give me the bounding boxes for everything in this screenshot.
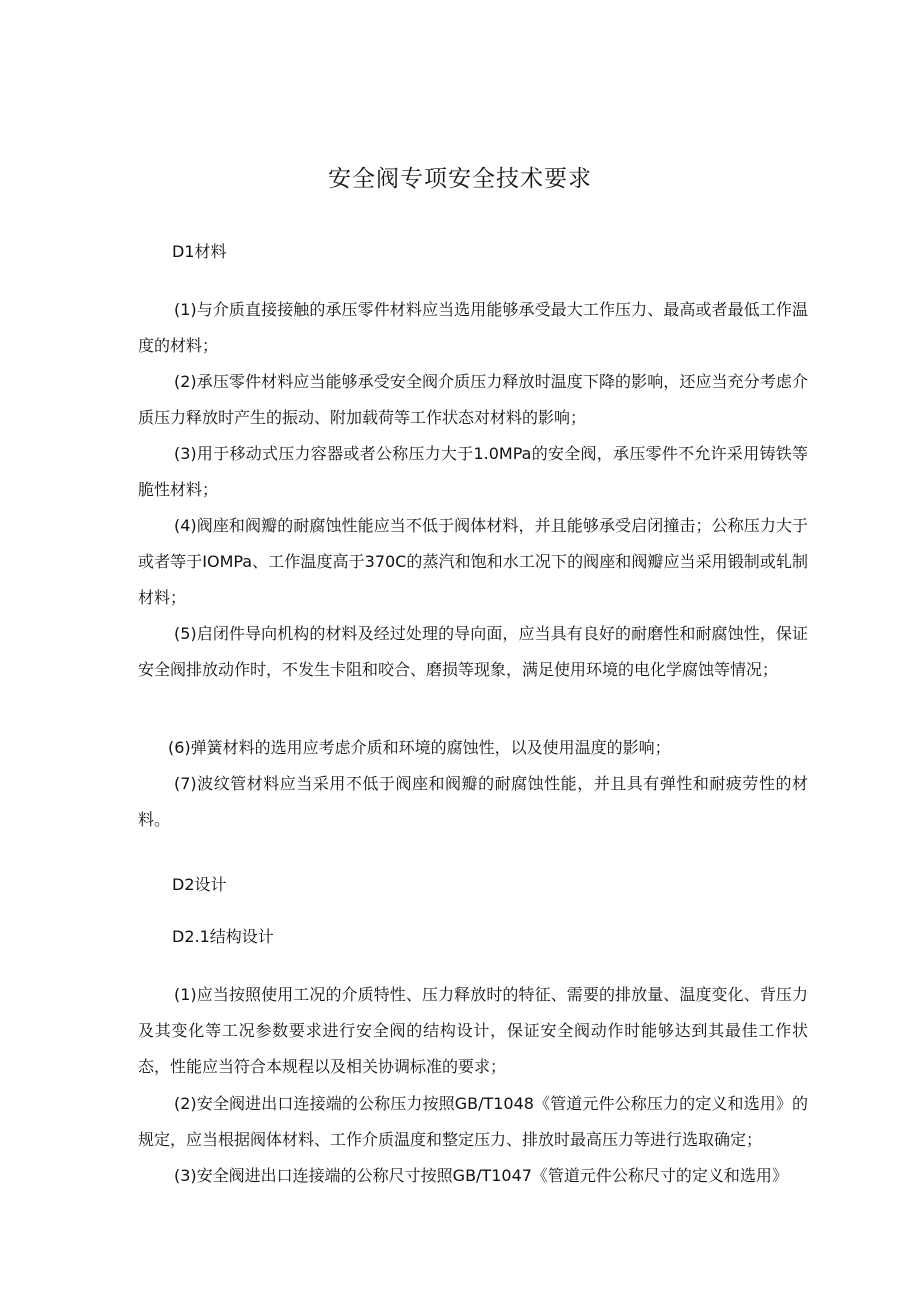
paragraph-d1-7: (7)波纹管材料应当采用不低于阀座和阀瓣的耐腐蚀性能，并且具有弹性和耐疲劳性的材料。 — [138, 774, 808, 829]
page-title: 安全阀专项安全技术要求 — [328, 166, 592, 192]
paragraph-d1-3: (3)用于移动式压力容器或者公称压力大于1.0MPa的安全阀，承压零件不允许采用铸铁等脆性材料； — [138, 444, 808, 499]
paragraph-d2-3: (3)安全阀进出口连接端的公称尺寸按照GB/T1047《管道元件公称尺寸的定义和选用》 — [174, 1166, 788, 1185]
section-heading-d1: D1材料 — [172, 242, 227, 261]
paragraph-d2-1: (1)应当按照使用工况的介质特性、压力释放时的特征、需要的排放量、温度变化、背压力及其变化等工况参数要求进行安全阀的结构设计，保证安全阀动作时能够达到其最佳工作状态，性能应当符合本规程以及相关协调标准的要求； — [138, 985, 808, 1076]
paragraph-d1-4: (4)阀座和阀瓣的耐腐蚀性能应当不低于阀体材料，并且能够承受启闭撞击；公称压力大于或者等于IOMPa、工作温度高于370C的蒸汽和饱和水工况下的阀座和阀瓣应当采用锻制或轧制材料； — [138, 516, 808, 607]
paragraph-d1-5: (5)启闭件导向机构的材料及经过处理的导向面，应当具有良好的耐磨性和耐腐蚀性，保证安全阀排放动作时，不发生卡阻和咬合、磨损等现象，满足使用环境的电化学腐蚀等情况； — [138, 624, 808, 679]
paragraph-d1-6: (6)弹簧材料的选用应考虑介质和环境的腐蚀性，以及使用温度的影响； — [168, 738, 671, 757]
paragraph-d1-2: (2)承压零件材料应当能够承受安全阀介质压力释放时温度下降的影响，还应当充分考虑介质压力释放时产生的振动、附加载荷等工作状态对材料的影响； — [138, 372, 808, 427]
section-heading-d2: D2设计 — [172, 875, 227, 894]
paragraph-d1-1: (1)与介质直接接触的承压零件材料应当选用能够承受最大工作压力、最高或者最低工作温度的材料； — [138, 300, 808, 355]
subsection-heading-d2-1: D2.1结构设计 — [172, 927, 274, 946]
paragraph-d2-2: (2)安全阀进出口连接端的公称压力按照GB/T1048《管道元件公称压力的定义和选用》的规定，应当根据阀体材料、工作介质温度和整定压力、排放时最高压力等进行选取确定； — [138, 1094, 808, 1149]
